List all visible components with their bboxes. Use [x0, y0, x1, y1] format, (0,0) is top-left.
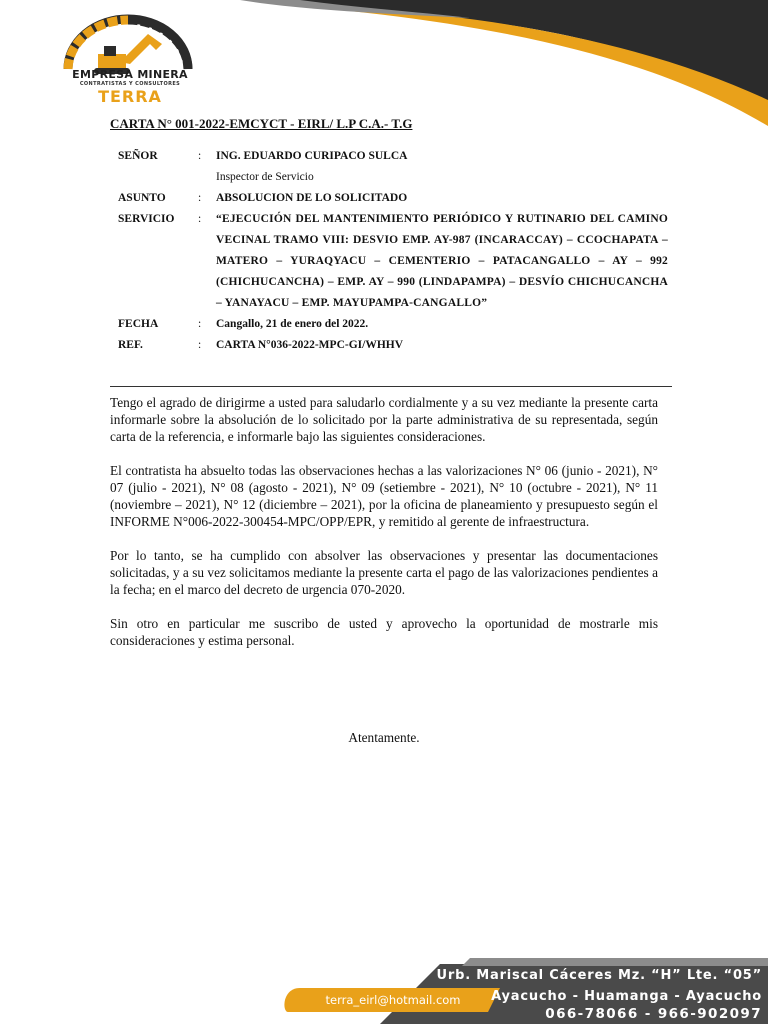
field-value: ABSOLUCION DE LO SOLICITADO	[216, 192, 408, 204]
field-colon: :	[198, 150, 202, 162]
letter-header-fields	[118, 146, 670, 356]
logo-brand: TERRA	[98, 87, 162, 106]
field-colon: :	[198, 339, 202, 351]
letter-body	[110, 394, 658, 666]
field-label: FECHA	[118, 318, 159, 330]
field-servicio	[118, 209, 670, 314]
field-fecha	[118, 314, 670, 335]
field-senor	[118, 146, 670, 167]
paragraph: Tengo el agrado de dirigirme a usted para saludarlo cordialmente y a su vez mediante la presente carta informarle sobre la absolución de lo solicitado por la parte administrativa de su representada, según carta de la referencia, e informarle bajo las siguientes consideraciones.	[110, 395, 658, 444]
field-colon: :	[198, 318, 202, 330]
field-value: “EJECUCIÓN DEL MANTENIMIENTO PERIÓDICO Y RUTINARIO DEL CAMINO VECINAL TRAMO VIII: DESVIO EMP. AY-987 (INCARACCAY) – CCOCHAPATA – MATERO – YURAQYACU – CEMENTERIO – PATACANGALLO – AY – 992 (CHICHUCANCHA) – EMP. AY – 990 (LINDAPAMPA) – DESVÍO CHICHUCANCHA – YANAYACU – EMP. MAYUPAMPA-CANGALLO”	[216, 213, 668, 309]
paragraph: El contratista ha absuelto todas las observaciones hechas a las valorizaciones N° 06 (junio - 2021), N° 07 (julio - 2021), N° 08 (agosto - 2021), N° 09 (setiembre - 2021), N° 10 (octubre - 2021), N° 11 (noviembre – 2021), N° 12 (diciembre – 2021), por la oficina de planeamiento y presupuesto según el INFORME N°006-2022-300454-MPC/OPP/EPR, y remitido al gerente de infraestructura.	[110, 463, 658, 529]
footer-email[interactable]: terra_eirl@hotmail.com	[325, 993, 461, 1007]
footer-phones: 066-78066 - 966-902097	[545, 1006, 762, 1022]
field-label: SEÑOR	[118, 150, 158, 162]
field-value: CARTA N°036-2022-MPC-GI/WHHV	[216, 339, 404, 351]
paragraph: Sin otro en particular me suscribo de usted y aprovecho la oportunidad de mostrarle mis consideraciones y estima personal.	[110, 616, 658, 648]
field-value: Inspector de Servicio	[216, 171, 314, 183]
footer-city: Ayacucho - Huamanga - Ayacucho	[491, 989, 762, 1004]
logo-company-name: EMPRESA MINERA	[72, 68, 188, 81]
letter-title: CARTA N° 001-2022-EMCYCT - EIRL/ L.P C.A.- T.G	[110, 116, 413, 131]
footer-address: Urb. Mariscal Cáceres Mz. “H” Lte. “05”	[436, 968, 762, 983]
paragraph: Por lo tanto, se ha cumplido con absolver las observaciones y presentar las documentaciones solicitadas, y a su vez solicitamos mediante la presente carta el pago de las valorizaciones pendientes a la fecha; en el marco del decreto de urgencia 070-2020.	[110, 548, 658, 597]
field-label: REF.	[118, 339, 143, 351]
closing: Atentamente.	[348, 730, 420, 745]
field-label: SERVICIO	[118, 213, 175, 225]
field-colon: :	[198, 192, 202, 204]
logo-tagline: CONTRATISTAS Y CONSULTORES	[79, 81, 181, 87]
field-colon: :	[198, 213, 202, 225]
field-asunto	[118, 188, 670, 209]
field-value: Cangallo, 21 de enero del 2022.	[216, 318, 369, 330]
field-label: ASUNTO	[118, 192, 166, 204]
field-ref	[118, 335, 670, 356]
field-senor-sub	[118, 167, 670, 188]
field-value: ING. EDUARDO CURIPACO SULCA	[216, 150, 408, 162]
divider	[110, 386, 672, 387]
